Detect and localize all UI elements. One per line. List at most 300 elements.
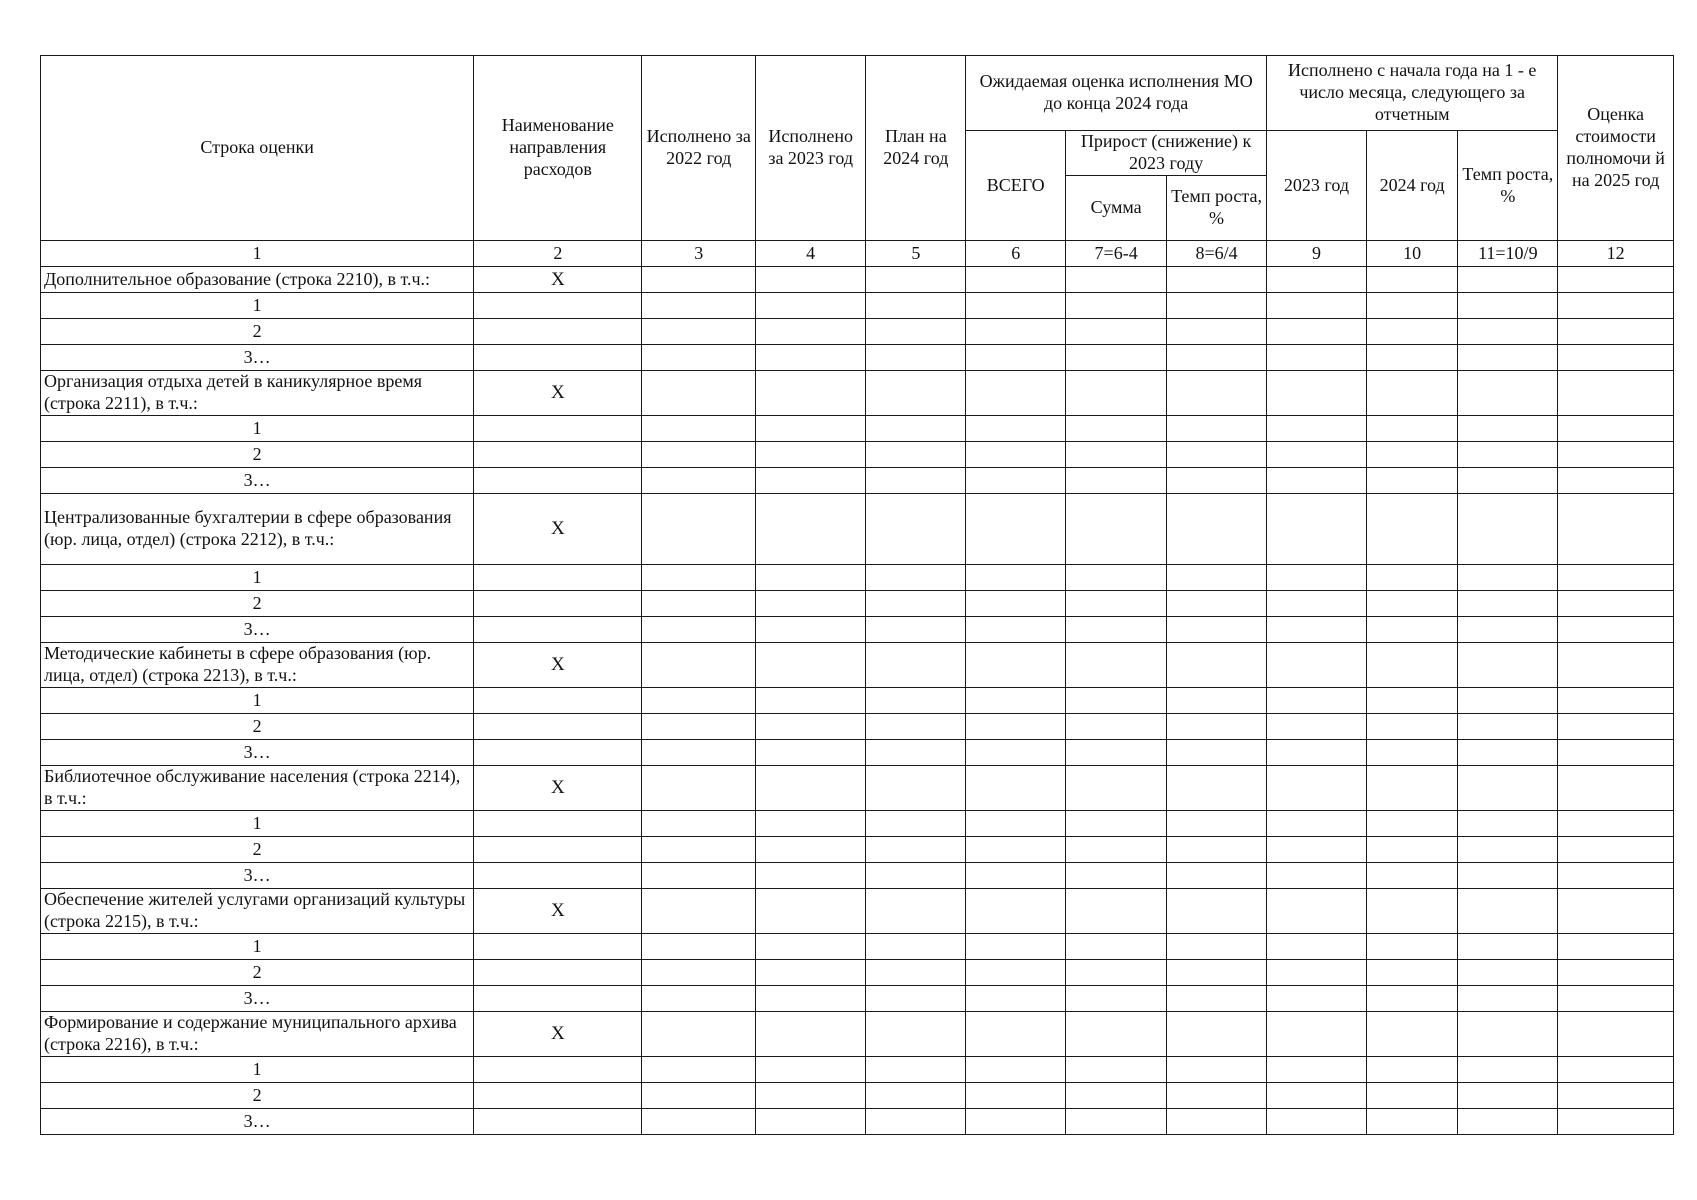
value-cell[interactable] xyxy=(1267,1057,1367,1083)
value-cell[interactable] xyxy=(474,565,642,591)
value-cell[interactable] xyxy=(474,811,642,837)
value-cell[interactable] xyxy=(755,811,865,837)
value-cell[interactable] xyxy=(642,371,756,416)
value-cell[interactable] xyxy=(966,293,1066,319)
value-cell[interactable] xyxy=(1458,319,1558,345)
value-cell[interactable] xyxy=(1267,345,1367,371)
value-cell[interactable] xyxy=(642,494,756,565)
value-cell[interactable] xyxy=(642,442,756,468)
value-cell[interactable] xyxy=(1066,345,1167,371)
value-cell[interactable] xyxy=(474,293,642,319)
value-cell[interactable] xyxy=(1458,591,1558,617)
value-cell[interactable] xyxy=(1066,889,1167,934)
value-cell[interactable] xyxy=(1267,1012,1367,1057)
value-cell[interactable] xyxy=(755,494,865,565)
value-cell[interactable] xyxy=(1558,1109,1674,1135)
value-cell[interactable] xyxy=(1366,1109,1457,1135)
value-cell[interactable] xyxy=(966,267,1066,293)
value-cell[interactable] xyxy=(1267,714,1367,740)
value-cell[interactable] xyxy=(1366,837,1457,863)
value-cell[interactable] xyxy=(966,688,1066,714)
value-cell[interactable] xyxy=(1066,1012,1167,1057)
value-cell[interactable] xyxy=(1066,416,1167,442)
value-cell[interactable] xyxy=(642,1083,756,1109)
value-cell[interactable] xyxy=(642,740,756,766)
value-cell[interactable] xyxy=(1366,960,1457,986)
value-cell[interactable] xyxy=(866,889,966,934)
value-cell[interactable] xyxy=(1366,468,1457,494)
value-cell[interactable] xyxy=(1167,643,1267,688)
value-cell[interactable] xyxy=(1167,740,1267,766)
value-cell[interactable] xyxy=(1167,442,1267,468)
value-cell[interactable] xyxy=(1458,1083,1558,1109)
value-cell[interactable] xyxy=(1066,494,1167,565)
value-cell[interactable] xyxy=(642,416,756,442)
value-cell[interactable] xyxy=(966,371,1066,416)
value-cell[interactable] xyxy=(1267,319,1367,345)
value-cell[interactable] xyxy=(1458,617,1558,643)
value-cell[interactable] xyxy=(755,837,865,863)
value-cell[interactable] xyxy=(474,1109,642,1135)
value-cell[interactable] xyxy=(866,293,966,319)
value-cell[interactable] xyxy=(642,293,756,319)
value-cell[interactable] xyxy=(1558,1057,1674,1083)
value-cell[interactable] xyxy=(966,960,1066,986)
value-cell[interactable] xyxy=(1366,643,1457,688)
value-cell[interactable] xyxy=(1558,1083,1674,1109)
value-cell[interactable] xyxy=(1167,565,1267,591)
value-cell[interactable] xyxy=(1558,468,1674,494)
value-cell[interactable] xyxy=(1167,960,1267,986)
value-cell[interactable] xyxy=(755,740,865,766)
value-cell[interactable] xyxy=(1267,837,1367,863)
value-cell[interactable] xyxy=(1558,371,1674,416)
value-cell[interactable] xyxy=(1458,267,1558,293)
value-cell[interactable] xyxy=(866,1083,966,1109)
value-cell[interactable] xyxy=(1066,267,1167,293)
value-cell[interactable] xyxy=(866,740,966,766)
value-cell[interactable] xyxy=(1066,934,1167,960)
value-cell[interactable] xyxy=(755,986,865,1012)
value-cell[interactable] xyxy=(1267,863,1367,889)
value-cell[interactable] xyxy=(1167,714,1267,740)
value-cell[interactable] xyxy=(1558,863,1674,889)
value-cell[interactable] xyxy=(1458,643,1558,688)
value-cell[interactable] xyxy=(1366,1057,1457,1083)
value-cell[interactable] xyxy=(1267,468,1367,494)
value-cell[interactable] xyxy=(474,863,642,889)
value-cell[interactable] xyxy=(642,1012,756,1057)
value-cell[interactable] xyxy=(966,934,1066,960)
value-cell[interactable] xyxy=(1167,1083,1267,1109)
value-cell[interactable] xyxy=(1558,889,1674,934)
value-cell[interactable] xyxy=(1066,688,1167,714)
value-cell[interactable] xyxy=(1458,811,1558,837)
value-cell[interactable] xyxy=(755,1057,865,1083)
value-cell[interactable] xyxy=(966,617,1066,643)
value-cell[interactable] xyxy=(866,837,966,863)
value-cell[interactable] xyxy=(755,643,865,688)
value-cell[interactable] xyxy=(1167,591,1267,617)
value-cell[interactable] xyxy=(755,319,865,345)
value-cell[interactable] xyxy=(1167,345,1267,371)
value-cell[interactable] xyxy=(755,766,865,811)
value-cell[interactable] xyxy=(1458,494,1558,565)
value-cell[interactable] xyxy=(1558,345,1674,371)
value-cell[interactable] xyxy=(1267,617,1367,643)
value-cell[interactable] xyxy=(642,837,756,863)
value-cell[interactable] xyxy=(642,986,756,1012)
value-cell[interactable] xyxy=(1167,494,1267,565)
value-cell[interactable] xyxy=(1066,960,1167,986)
value-cell[interactable] xyxy=(966,643,1066,688)
value-cell[interactable] xyxy=(1167,468,1267,494)
value-cell[interactable] xyxy=(966,714,1066,740)
value-cell[interactable] xyxy=(1267,293,1367,319)
value-cell[interactable] xyxy=(966,863,1066,889)
value-cell[interactable] xyxy=(866,811,966,837)
value-cell[interactable] xyxy=(474,714,642,740)
value-cell[interactable] xyxy=(966,1109,1066,1135)
value-cell[interactable] xyxy=(1167,1057,1267,1083)
value-cell[interactable] xyxy=(1558,1012,1674,1057)
value-cell[interactable] xyxy=(1458,986,1558,1012)
value-cell[interactable] xyxy=(1167,986,1267,1012)
value-cell[interactable] xyxy=(1458,740,1558,766)
value-cell[interactable] xyxy=(1066,766,1167,811)
value-cell[interactable] xyxy=(474,617,642,643)
value-cell[interactable] xyxy=(1458,960,1558,986)
value-cell[interactable] xyxy=(1458,837,1558,863)
value-cell[interactable] xyxy=(642,345,756,371)
value-cell[interactable] xyxy=(1066,1083,1167,1109)
value-cell[interactable] xyxy=(642,267,756,293)
value-cell[interactable] xyxy=(755,714,865,740)
value-cell[interactable] xyxy=(1558,960,1674,986)
value-cell[interactable] xyxy=(1267,986,1367,1012)
value-cell[interactable] xyxy=(1066,1057,1167,1083)
value-cell[interactable] xyxy=(966,986,1066,1012)
value-cell[interactable] xyxy=(1366,416,1457,442)
value-cell[interactable] xyxy=(866,468,966,494)
value-cell[interactable] xyxy=(866,345,966,371)
value-cell[interactable] xyxy=(474,986,642,1012)
value-cell[interactable] xyxy=(474,468,642,494)
value-cell[interactable] xyxy=(866,688,966,714)
value-cell[interactable] xyxy=(1066,565,1167,591)
value-cell[interactable] xyxy=(1066,811,1167,837)
value-cell[interactable] xyxy=(866,960,966,986)
value-cell[interactable] xyxy=(474,934,642,960)
value-cell[interactable] xyxy=(1267,494,1367,565)
value-cell[interactable] xyxy=(1066,591,1167,617)
value-cell[interactable] xyxy=(1167,617,1267,643)
value-cell[interactable] xyxy=(966,494,1066,565)
value-cell[interactable] xyxy=(642,617,756,643)
value-cell[interactable] xyxy=(1267,688,1367,714)
value-cell[interactable] xyxy=(755,565,865,591)
value-cell[interactable] xyxy=(1167,934,1267,960)
value-cell[interactable] xyxy=(1558,319,1674,345)
value-cell[interactable] xyxy=(1366,740,1457,766)
value-cell[interactable] xyxy=(755,267,865,293)
value-cell[interactable] xyxy=(755,688,865,714)
value-cell[interactable] xyxy=(474,1083,642,1109)
value-cell[interactable] xyxy=(966,319,1066,345)
value-cell[interactable] xyxy=(1267,591,1367,617)
value-cell[interactable] xyxy=(866,1057,966,1083)
value-cell[interactable] xyxy=(1267,371,1367,416)
value-cell[interactable] xyxy=(1267,267,1367,293)
value-cell[interactable] xyxy=(474,688,642,714)
value-cell[interactable] xyxy=(1066,714,1167,740)
value-cell[interactable] xyxy=(1558,934,1674,960)
value-cell[interactable] xyxy=(1458,688,1558,714)
value-cell[interactable] xyxy=(1558,986,1674,1012)
value-cell[interactable] xyxy=(642,688,756,714)
value-cell[interactable] xyxy=(1167,267,1267,293)
value-cell[interactable] xyxy=(1066,1109,1167,1135)
value-cell[interactable] xyxy=(1066,837,1167,863)
value-cell[interactable] xyxy=(866,934,966,960)
value-cell[interactable] xyxy=(642,319,756,345)
value-cell[interactable] xyxy=(1066,371,1167,416)
value-cell[interactable] xyxy=(1366,617,1457,643)
value-cell[interactable] xyxy=(966,811,1066,837)
value-cell[interactable] xyxy=(1267,889,1367,934)
value-cell[interactable] xyxy=(966,591,1066,617)
value-cell[interactable] xyxy=(1267,442,1367,468)
value-cell[interactable] xyxy=(1366,863,1457,889)
value-cell[interactable] xyxy=(474,740,642,766)
value-cell[interactable] xyxy=(866,442,966,468)
value-cell[interactable] xyxy=(1558,293,1674,319)
value-cell[interactable] xyxy=(1066,643,1167,688)
value-cell[interactable] xyxy=(1167,1109,1267,1135)
value-cell[interactable] xyxy=(755,371,865,416)
value-cell[interactable] xyxy=(1458,468,1558,494)
value-cell[interactable] xyxy=(1167,837,1267,863)
value-cell[interactable] xyxy=(1167,863,1267,889)
value-cell[interactable] xyxy=(642,766,756,811)
value-cell[interactable] xyxy=(1167,416,1267,442)
value-cell[interactable] xyxy=(755,960,865,986)
value-cell[interactable] xyxy=(866,591,966,617)
value-cell[interactable] xyxy=(474,837,642,863)
value-cell[interactable] xyxy=(1458,714,1558,740)
value-cell[interactable] xyxy=(1366,889,1457,934)
value-cell[interactable] xyxy=(1558,643,1674,688)
value-cell[interactable] xyxy=(866,565,966,591)
value-cell[interactable] xyxy=(1267,1083,1367,1109)
value-cell[interactable] xyxy=(1066,293,1167,319)
value-cell[interactable] xyxy=(1458,442,1558,468)
value-cell[interactable] xyxy=(1458,889,1558,934)
value-cell[interactable] xyxy=(1066,468,1167,494)
value-cell[interactable] xyxy=(1366,1083,1457,1109)
value-cell[interactable] xyxy=(755,934,865,960)
value-cell[interactable] xyxy=(1458,371,1558,416)
value-cell[interactable] xyxy=(1366,371,1457,416)
value-cell[interactable] xyxy=(1167,371,1267,416)
value-cell[interactable] xyxy=(1366,345,1457,371)
value-cell[interactable] xyxy=(866,319,966,345)
value-cell[interactable] xyxy=(866,494,966,565)
value-cell[interactable] xyxy=(642,889,756,934)
value-cell[interactable] xyxy=(866,1109,966,1135)
value-cell[interactable] xyxy=(1267,811,1367,837)
value-cell[interactable] xyxy=(1267,766,1367,811)
value-cell[interactable] xyxy=(1066,442,1167,468)
value-cell[interactable] xyxy=(1366,688,1457,714)
value-cell[interactable] xyxy=(866,766,966,811)
value-cell[interactable] xyxy=(866,714,966,740)
value-cell[interactable] xyxy=(1458,1109,1558,1135)
value-cell[interactable] xyxy=(1066,319,1167,345)
value-cell[interactable] xyxy=(1458,863,1558,889)
value-cell[interactable] xyxy=(1366,1012,1457,1057)
value-cell[interactable] xyxy=(966,442,1066,468)
value-cell[interactable] xyxy=(1167,1012,1267,1057)
value-cell[interactable] xyxy=(474,960,642,986)
value-cell[interactable] xyxy=(1558,442,1674,468)
value-cell[interactable] xyxy=(866,643,966,688)
value-cell[interactable] xyxy=(966,889,1066,934)
value-cell[interactable] xyxy=(1458,1057,1558,1083)
value-cell[interactable] xyxy=(1558,714,1674,740)
value-cell[interactable] xyxy=(1267,565,1367,591)
value-cell[interactable] xyxy=(474,345,642,371)
value-cell[interactable] xyxy=(1558,494,1674,565)
value-cell[interactable] xyxy=(966,565,1066,591)
value-cell[interactable] xyxy=(1366,986,1457,1012)
value-cell[interactable] xyxy=(1558,591,1674,617)
value-cell[interactable] xyxy=(966,766,1066,811)
value-cell[interactable] xyxy=(755,293,865,319)
value-cell[interactable] xyxy=(755,1012,865,1057)
value-cell[interactable] xyxy=(755,889,865,934)
value-cell[interactable] xyxy=(474,442,642,468)
value-cell[interactable] xyxy=(1558,740,1674,766)
value-cell[interactable] xyxy=(1458,1012,1558,1057)
value-cell[interactable] xyxy=(966,740,1066,766)
value-cell[interactable] xyxy=(1366,591,1457,617)
value-cell[interactable] xyxy=(1366,319,1457,345)
value-cell[interactable] xyxy=(966,1057,1066,1083)
value-cell[interactable] xyxy=(1366,565,1457,591)
value-cell[interactable] xyxy=(866,863,966,889)
value-cell[interactable] xyxy=(866,267,966,293)
value-cell[interactable] xyxy=(1366,267,1457,293)
value-cell[interactable] xyxy=(1458,416,1558,442)
value-cell[interactable] xyxy=(1267,643,1367,688)
value-cell[interactable] xyxy=(1066,740,1167,766)
value-cell[interactable] xyxy=(474,416,642,442)
value-cell[interactable] xyxy=(1366,811,1457,837)
value-cell[interactable] xyxy=(755,1083,865,1109)
value-cell[interactable] xyxy=(1167,293,1267,319)
value-cell[interactable] xyxy=(1066,617,1167,643)
value-cell[interactable] xyxy=(642,1057,756,1083)
value-cell[interactable] xyxy=(474,319,642,345)
value-cell[interactable] xyxy=(966,1083,1066,1109)
value-cell[interactable] xyxy=(1558,837,1674,863)
value-cell[interactable] xyxy=(1366,442,1457,468)
value-cell[interactable] xyxy=(1366,293,1457,319)
value-cell[interactable] xyxy=(642,1109,756,1135)
value-cell[interactable] xyxy=(1458,293,1558,319)
value-cell[interactable] xyxy=(1366,934,1457,960)
value-cell[interactable] xyxy=(755,591,865,617)
value-cell[interactable] xyxy=(1366,766,1457,811)
value-cell[interactable] xyxy=(1167,766,1267,811)
value-cell[interactable] xyxy=(474,591,642,617)
value-cell[interactable] xyxy=(755,345,865,371)
value-cell[interactable] xyxy=(755,416,865,442)
value-cell[interactable] xyxy=(474,1057,642,1083)
value-cell[interactable] xyxy=(1167,811,1267,837)
value-cell[interactable] xyxy=(1366,494,1457,565)
value-cell[interactable] xyxy=(1066,986,1167,1012)
value-cell[interactable] xyxy=(642,468,756,494)
value-cell[interactable] xyxy=(1267,416,1367,442)
value-cell[interactable] xyxy=(866,416,966,442)
value-cell[interactable] xyxy=(755,617,865,643)
value-cell[interactable] xyxy=(1167,688,1267,714)
value-cell[interactable] xyxy=(1558,766,1674,811)
value-cell[interactable] xyxy=(866,1012,966,1057)
value-cell[interactable] xyxy=(1267,1109,1367,1135)
value-cell[interactable] xyxy=(642,714,756,740)
value-cell[interactable] xyxy=(1558,267,1674,293)
value-cell[interactable] xyxy=(966,1012,1066,1057)
value-cell[interactable] xyxy=(966,345,1066,371)
value-cell[interactable] xyxy=(1267,934,1367,960)
value-cell[interactable] xyxy=(966,416,1066,442)
value-cell[interactable] xyxy=(755,468,865,494)
value-cell[interactable] xyxy=(642,811,756,837)
value-cell[interactable] xyxy=(1458,766,1558,811)
value-cell[interactable] xyxy=(1366,714,1457,740)
value-cell[interactable] xyxy=(642,934,756,960)
value-cell[interactable] xyxy=(1558,688,1674,714)
value-cell[interactable] xyxy=(1558,416,1674,442)
value-cell[interactable] xyxy=(642,591,756,617)
value-cell[interactable] xyxy=(755,442,865,468)
value-cell[interactable] xyxy=(866,617,966,643)
value-cell[interactable] xyxy=(1458,565,1558,591)
value-cell[interactable] xyxy=(1458,345,1558,371)
value-cell[interactable] xyxy=(866,371,966,416)
value-cell[interactable] xyxy=(755,1109,865,1135)
value-cell[interactable] xyxy=(1066,863,1167,889)
value-cell[interactable] xyxy=(1558,617,1674,643)
value-cell[interactable] xyxy=(1558,565,1674,591)
value-cell[interactable] xyxy=(642,960,756,986)
value-cell[interactable] xyxy=(755,863,865,889)
value-cell[interactable] xyxy=(642,565,756,591)
value-cell[interactable] xyxy=(966,837,1066,863)
value-cell[interactable] xyxy=(1167,889,1267,934)
value-cell[interactable] xyxy=(1267,960,1367,986)
value-cell[interactable] xyxy=(1558,811,1674,837)
value-cell[interactable] xyxy=(966,468,1066,494)
value-cell[interactable] xyxy=(866,986,966,1012)
value-cell[interactable] xyxy=(642,643,756,688)
value-cell[interactable] xyxy=(1458,934,1558,960)
value-cell[interactable] xyxy=(642,863,756,889)
value-cell[interactable] xyxy=(1267,740,1367,766)
